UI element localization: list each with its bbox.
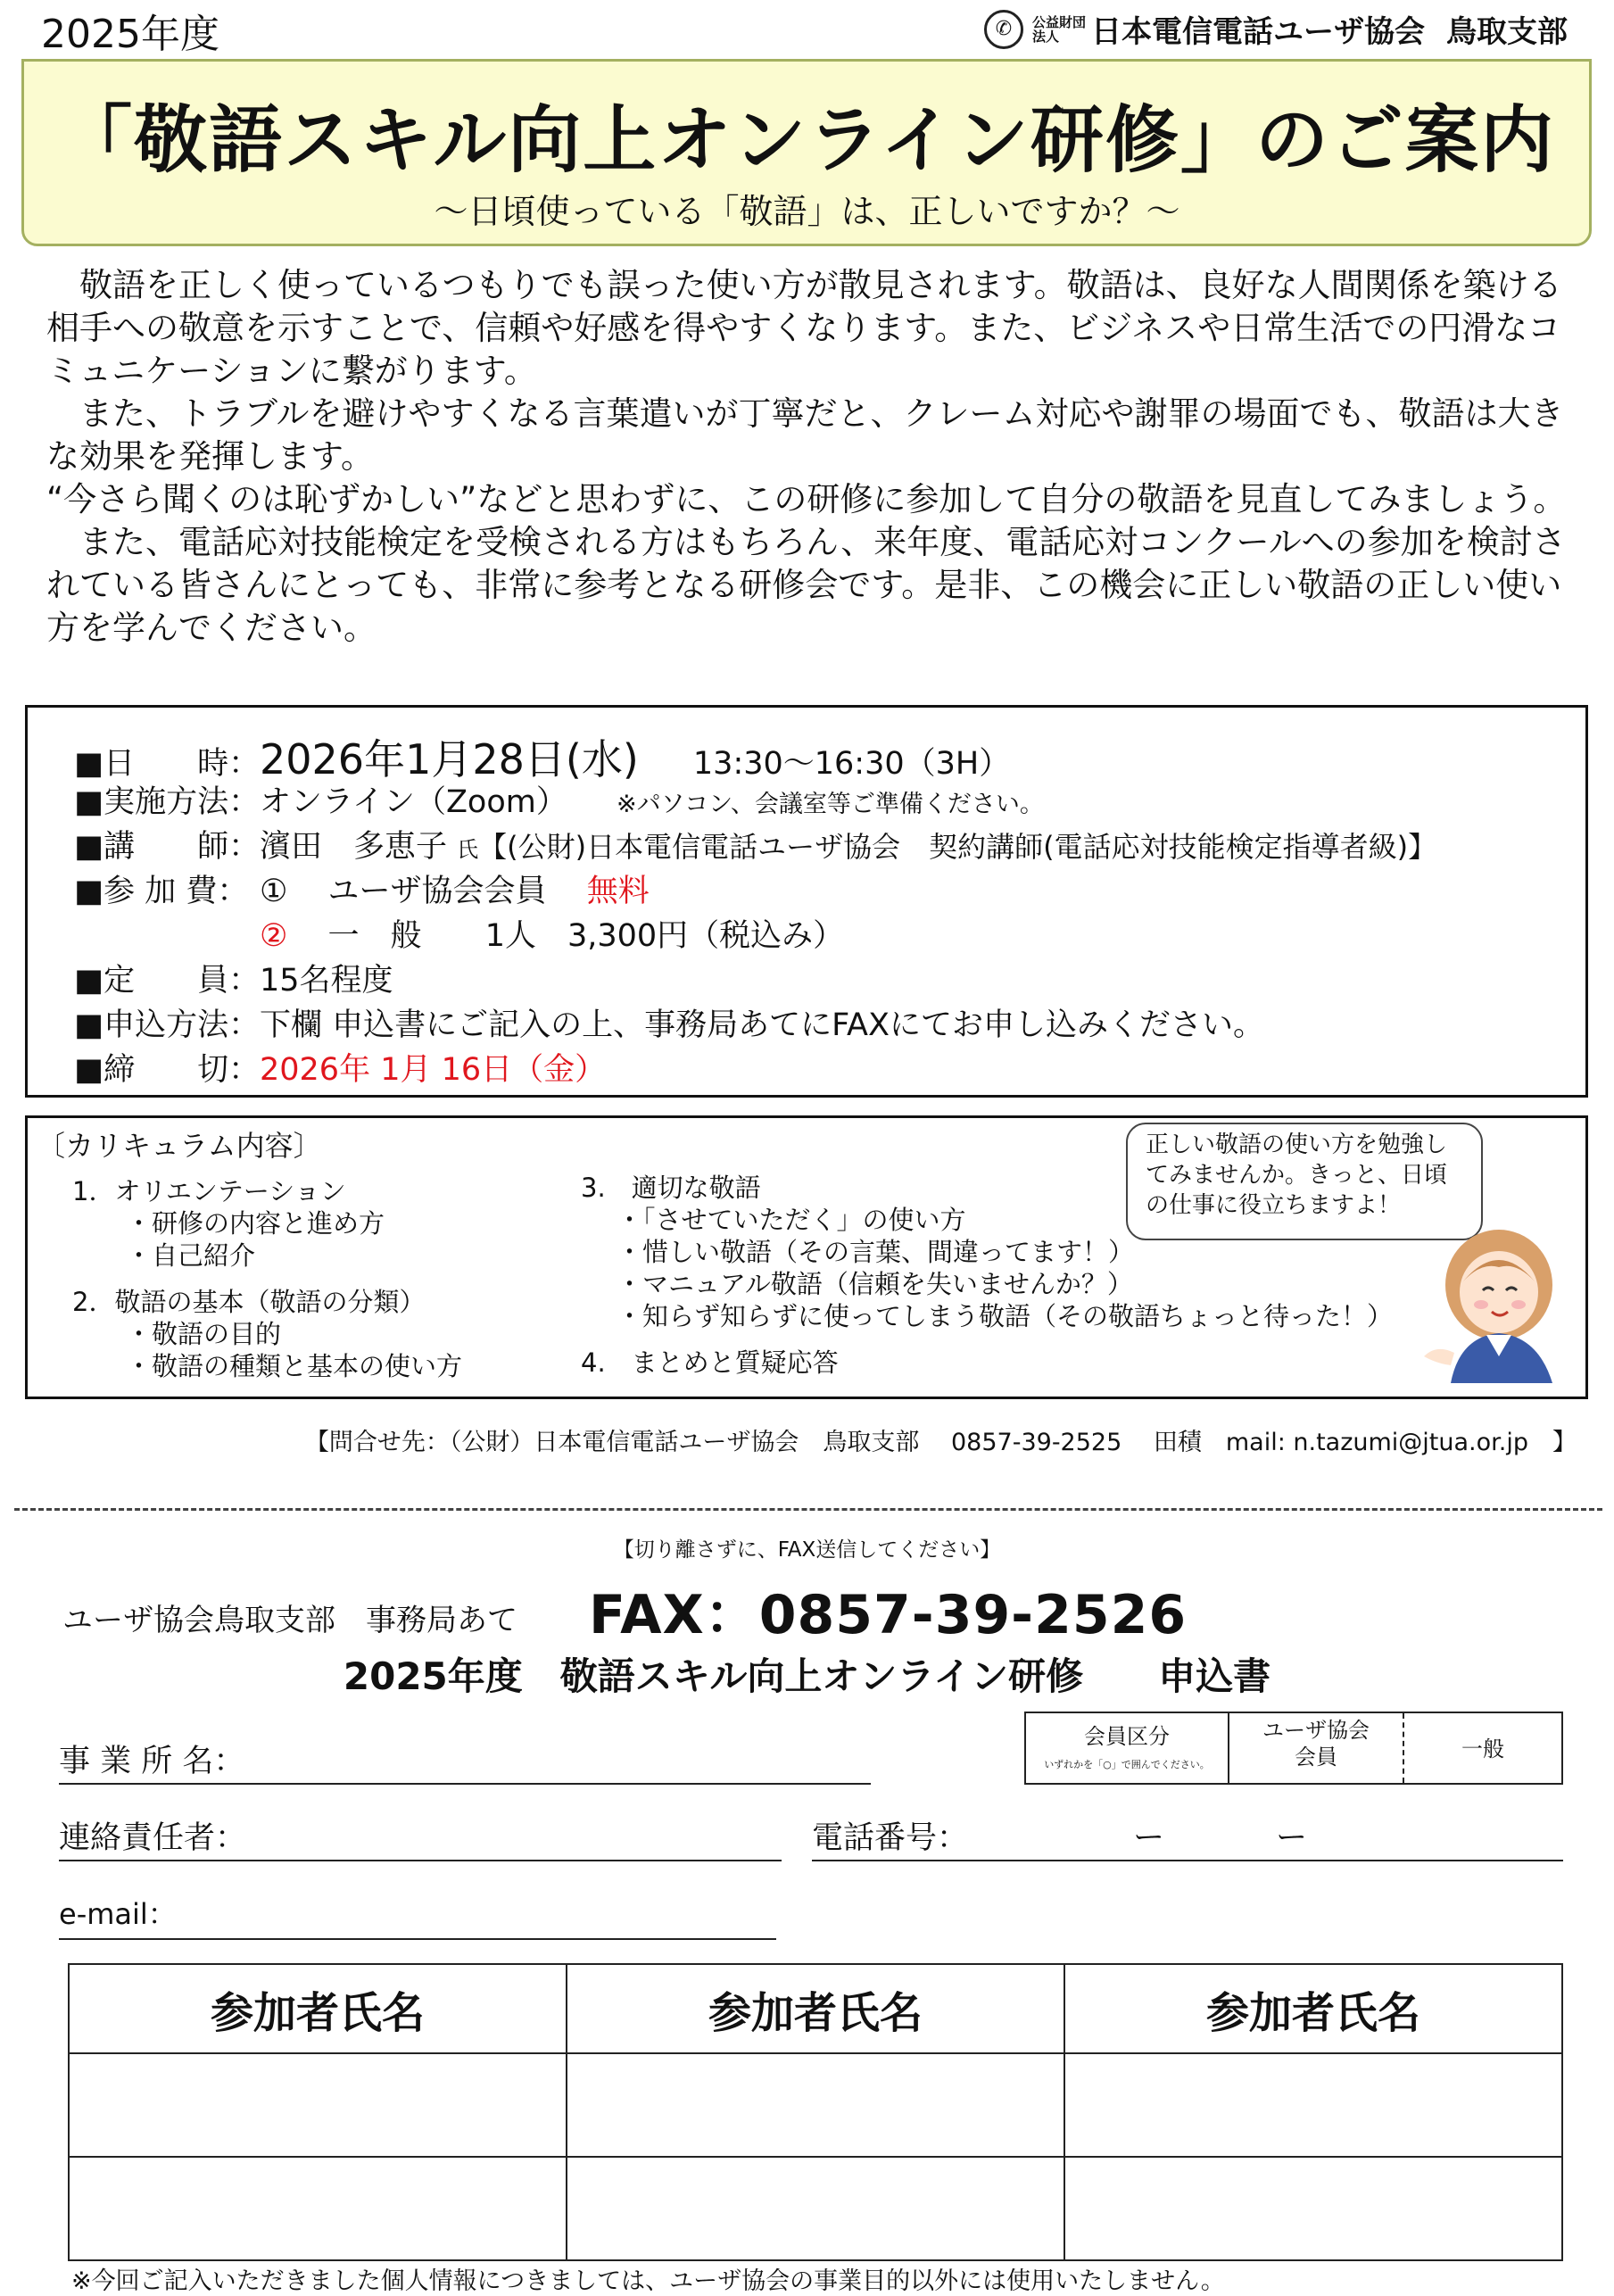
phone-dash: ー (1276, 1820, 1308, 1856)
fee2-number: ② (260, 918, 288, 954)
participant-name-cell[interactable] (69, 2053, 567, 2157)
curriculum-subitem: ・敬語の目的 (126, 1319, 282, 1349)
curriculum-subitem: ・知らず知らずに使ってしまう敬語（その敬語ちょっと待った！） (617, 1301, 1394, 1331)
intro-paragraph: また、電話応対技能検定を受検される方はもちろん、来年度、電話応対コンクールへの参加を検討されている皆さんにとっても、非常に参考となる研修会です。是非、この機会に正しい敬語の正しい使い方を学んでください。 (46, 523, 1566, 647)
curriculum-subitem: ・「させていただく」の使い方 (617, 1205, 966, 1235)
fee-row-2 (74, 911, 844, 956)
form-title: 2025年度 敬語スキル向上オンライン研修 申込書 (343, 1654, 1271, 1698)
fee-label: ■参 加 費： (74, 874, 249, 909)
member-category-label: 会員区分 (1084, 1724, 1170, 1749)
privacy-footnote: ※今回ご記入いただきました個人情報につきましては、ユーザ協会の事業目的以外には使用いたしません。 (71, 2267, 1225, 2295)
apply-value: 下欄 申込書にご記入の上、事務局あてにFAXにてお申し込みください。 (260, 1007, 1264, 1043)
participant-header: 参加者氏名 (567, 1964, 1064, 2053)
curriculum-item: 2．敬語の基本（敬語の分類） (72, 1287, 426, 1317)
contact-info: 【問合せ先：（公財）日本電信電話ユーザ協会 鳥取支部 0857-39-2525 田積 mail: n.tazumi@jtua.or.jp 】 (304, 1429, 1577, 1456)
capacity-row (74, 956, 393, 1000)
participant-name-cell[interactable] (567, 2053, 1064, 2157)
member-category-cell (1026, 1713, 1229, 1783)
phone-dash: ー (1133, 1820, 1165, 1856)
fee1-number: ① (260, 874, 288, 909)
page-subtitle: ～日頃使っている「敬語」は、正しいですか？～ (434, 192, 1180, 231)
lecturer-honorific: 氏 (457, 837, 479, 862)
phone-field[interactable] (812, 1813, 1563, 1861)
date-label: ■日 時： (74, 746, 261, 782)
method-value: オンライン（Zoom） (260, 784, 567, 820)
fee2-value: 1人 3,300円（税込み） (484, 918, 845, 954)
fiscal-year: 2025年度 (41, 12, 219, 57)
fee-row-1 (74, 866, 650, 911)
curriculum-item: 4. まとめと質疑応答 (581, 1347, 839, 1378)
speech-bubble: 正しい敬語の使い方を勉強してみませんか。きっと、日頃の仕事に役立ちますよ！ (1126, 1123, 1483, 1240)
office-name-field[interactable] (59, 1737, 871, 1785)
event-details-box (25, 705, 1588, 1098)
curriculum-item: 1．オリエンテーション (72, 1176, 346, 1206)
participant-name-cell[interactable] (567, 2157, 1064, 2260)
fee1-value: 無料 (586, 874, 650, 909)
deadline-label: ■締 切： (74, 1052, 261, 1088)
office-name-label: 事 業 所 名： (59, 1744, 245, 1779)
email-label: e-mail： (59, 1897, 177, 1931)
cut-line (14, 1508, 1602, 1511)
fee1-text: ユーザ協会会員 (327, 874, 547, 909)
event-date: 2026年1月28日(水) (260, 735, 639, 783)
capacity-label: ■定 員： (74, 963, 261, 999)
lecturer-row (74, 822, 1436, 866)
curriculum-item: 3. 適切な敬語 (581, 1173, 761, 1203)
method-note: ※パソコン、会議室等ご準備ください。 (617, 791, 1044, 818)
curriculum-subitem: ・敬語の種類と基本の使い方 (126, 1351, 463, 1381)
participant-header: 参加者氏名 (69, 1964, 567, 2053)
curriculum-subitem: ・研修の内容と進め方 (126, 1208, 385, 1239)
curriculum-subitem: ・マニュアル敬語（信頼を失いませんか？） (617, 1269, 1133, 1299)
member-category-note: いずれかを「○」で囲んでください。 (1044, 1759, 1210, 1770)
intro-text (46, 264, 1572, 650)
instructor-illustration-icon (1419, 1223, 1570, 1383)
contact-person-label: 連絡責任者： (59, 1820, 247, 1856)
intro-paragraph: 敬語を正しく使っているつもりでも誤った使い方が散見されます。敬語は、良好な人間関係を築ける相手への敬意を示すことで、信頼や好感を得やすくなります。また、ビジネスや日常生活での円滑なコミュニケーションに繋がります。 (46, 266, 1562, 390)
apply-row (74, 1000, 1264, 1045)
organization (984, 7, 1568, 51)
participant-name-cell[interactable] (1064, 2053, 1562, 2157)
organization-logo-icon: ✆ (984, 10, 1023, 49)
lecturer-label: ■講 師： (74, 829, 261, 865)
capacity-value: 15名程度 (260, 963, 393, 999)
participant-table (68, 1963, 1563, 2261)
participant-header: 参加者氏名 (1064, 1964, 1562, 2053)
lecturer-name: 濱田 多恵子 (260, 829, 448, 865)
member-option-general[interactable]: 一般 (1461, 1737, 1504, 1761)
organization-branch: 鳥取支部 (1446, 14, 1568, 50)
event-time: 13:30～16:30（3H） (692, 746, 1011, 782)
form-recipient: ユーザ協会鳥取支部 事務局あて (62, 1603, 517, 1638)
deadline-row (74, 1045, 606, 1090)
fax-number: FAX：0857-39-2526 (589, 1584, 1188, 1646)
participant-name-cell[interactable] (69, 2157, 567, 2260)
intro-paragraph: また、トラブルを避けやすくなる言葉遣いが丁寧だと、クレーム対応や謝罪の場面でも、敬語は大きな効果を発揮します。 (46, 394, 1564, 476)
method-label: ■実施方法： (74, 784, 261, 820)
lecturer-detail: 【(公財)日本電信電話ユーザ協会 契約講師(電話応対技能検定指導者級)】 (478, 830, 1437, 864)
method-row (74, 777, 1044, 822)
cut-note: 【切り離さずに、FAX送信してください】 (613, 1538, 1001, 1562)
member-option-member[interactable]: ユーザ協会会員 (1229, 1713, 1404, 1783)
curriculum-heading: 〔カリキュラム内容〕 (37, 1129, 322, 1163)
organization-name: 日本電信電話ユーザ協会 (1091, 14, 1425, 50)
contact-person-field[interactable] (59, 1813, 782, 1861)
email-field[interactable] (59, 1892, 776, 1940)
apply-label: ■申込方法： (74, 1007, 261, 1043)
page-title: 「敬語スキル向上オンライン研修」のご案内 (59, 98, 1555, 183)
participant-name-cell[interactable] (1064, 2157, 1562, 2260)
phone-label: 電話番号： (812, 1820, 969, 1856)
member-category-table (1024, 1712, 1563, 1785)
deadline-value: 2026年 1月 16日（金） (260, 1052, 607, 1088)
fee2-text: 一 般 (327, 918, 422, 954)
curriculum-subitem: ・自己紹介 (126, 1240, 256, 1271)
intro-paragraph: “今さら聞くのは恥ずかしい”などと思わずに、この研修に参加して自分の敬語を見直してみましょう。 (46, 480, 1567, 518)
organization-kind: 公益財団法人 (1032, 13, 1087, 45)
curriculum-subitem: ・惜しい敬語（その言葉、間違ってます！） (617, 1237, 1135, 1267)
